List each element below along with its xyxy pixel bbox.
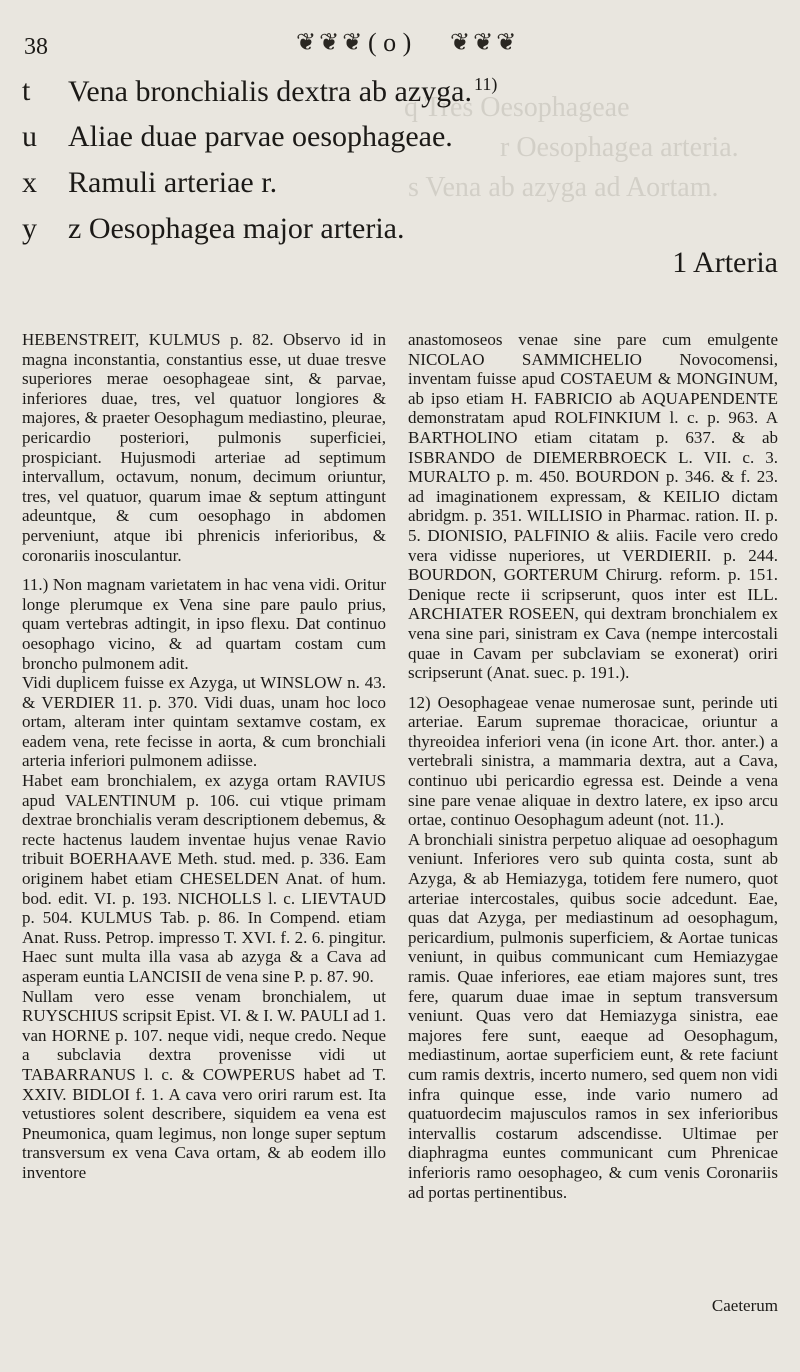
legend-text: Vena bronchialis dextra ab azyga. $^{11)}$ — [68, 74, 498, 108]
footnote-paragraph: Habet eam bronchialem, ex azyga ortam RAVIUS apud VALENTINUM p. 106. cui vtique primam dextrae bronchialis veram descriptionem debemus, & recte hactenus laudem inventae hujus venae Ravio tribuit BOERHAAVE Meth. stud. med. p. 336. Eam originem habet etiam CHESELDEN Anat. of hum. bod. edit. VI. p. 193. NICHOLLS l. c. LIEVTAUD p. 504. KULMUS Tab. p. 86. In Compend. etiam Anat. Russ. Petrop. impresso T. XVI. f. 2. 6. pingitur. Haec sunt multa illa vasa ab azyga & a Cava ad asperam euntia LANCISII de vena sine P. p. 87. 90. — [22, 771, 386, 986]
legend-text: Ramuli arteriae r. — [68, 166, 278, 199]
legend-text: Aliae duae parvae oesophageae. — [68, 120, 453, 153]
reverse-side-show-through: s Vena ab azyga ad Aortam. — [408, 172, 719, 203]
legend-text: z Oesophagea major arteria. — [68, 212, 405, 245]
catchword-bottom: Caeterum — [711, 1296, 778, 1315]
page-number: 38 — [24, 34, 48, 60]
legend-key: u — [22, 120, 37, 153]
footnote-paragraph: Nullam vero esse venam bronchialem, ut RUYSCHIUS scripsit Epist. VI. & I. W. PAULI ad 1. van HORNE p. 107. neque vidi, neque credo. Neque a subclavia dextra provenisse vidi ut TABARRANUS l. c. & COWPERUS habet ad T. XXIV. BIDLOI f. 1. A cava vero oriri rarum est. Ita vetustiores solent describere, siquidem ea vena est Pneumonica, quam legimus, non longe super septum transversum ex vena Cava ortam, & ab eodem illo inventore — [22, 986, 386, 1182]
footnote-paragraph: Vidi duplicem fuisse ex Azyga, ut WINSLOW n. 43. & VERDIER 11. p. 370. Vidi duas, unam hoc loco ortam, alteram inter quintam sextamve costam, ex eadem vena, rete fecisse in aorta, & cum bronchiali arteria inferiori pulmonem adiisse. — [22, 673, 386, 771]
footnote-paragraph: 11.) Non magnam varietatem in hac vena vidi. Oritur longe plerumque ex Vena sine pare paulo prius, quam vertebras adtingit, in ipso flexu. Dat continuo oesophago vicino, & ad quartam costam cum broncho pulmonem adit. — [22, 575, 386, 673]
footnote-paragraph: 12) Oesophageae venae numerosae sunt, perinde uti arteriae. Earum supremae thoracicae, oriuntur a thyreoidea inferiori vena (in icone Art. thor. anter.) a vertebrali sinistra, a mammaria dextra, aut a Cava, continuo ubi pericardio egressa est. Deinde a vena sine pare venae aliquae in dextro latere, ex ipso arcu ortae, continuo Oesophagum adeunt (not. 11.). — [408, 692, 778, 830]
footnote-paragraph: HEBENSTREIT, KULMUS p. 82. Observo id in magna inconstantia, constantius esse, ut duae tresve superiores merae oesophageae sint, & parvae, inferiores duae, tres, vel quatuor longiores & majores, & praeter Oesophagum mediastino, pleurae, pericardio posteriori, pulmonis superficiei, prospiciant. Hujusmodi arteriae ad septimum intervallum, octavum, nonum, decimum oriuntur, tres, vel quatuor, quarum imae & septum attingunt adeuntque, & cum oesophago in abdomen perveniunt, atque ibi phrenicis inferioribus, & coronariis inosculantur. — [22, 330, 386, 565]
reverse-side-show-through: r Oesophagea arteria. — [500, 132, 739, 163]
legend-key: x — [22, 166, 37, 199]
headpiece-ornament-right: ❦❦❦ — [450, 30, 520, 56]
footnote-paragraph: A bronchiali sinistra perpetuo aliquae ad oesophagum veniunt. Inferiores vero sub quinta costa, sunt ab Azyga, & ab Hemiazyga, totidem fere numero, quot arteriae intercostales, quibus socie adcedunt. Eae, quas dat Azyga, per mediastinum ad oesophagum, pericardium, pulmonis superficiem, & Aortae tunicas veniunt, in quibus communicant cum Hemiazygae ramis. Quae inferiores, eae etiam majores sunt, tres fere, quarum duae imae in septum transversum veniunt. Quas vero dat Hemiazyga sinistra, eae majores fere sunt, eaeque ad Oesophagum, mediastinum, aortae superficiem eunt, & rete faciunt cum ramis dextris, incerto numero, sed quem non vidi infra quinque esse, inde vario numero ad quatuordecim majusculos ramos in sex inferioribus intervallis costarum adscendisse. Ultimae per diaphragma euntes communicant cum Phrenicae inferioris ramo oesophageo, & cum venis Coronariis ad portas pertinentibus. — [408, 829, 778, 1202]
reverse-side-show-through: q Tres Oesophageae — [404, 92, 630, 123]
footnotes-right-column — [408, 330, 778, 1202]
note-reference: 11) — [474, 74, 498, 94]
legend-key: y — [22, 212, 37, 245]
catchword-top: 1 Arteria — [672, 246, 778, 279]
headpiece-ornament-left: ❦❦❦ — [296, 30, 366, 56]
footnote-paragraph: anastomoseos venae sine pare cum emulgente NICOLAO SAMMICHELIO Novocomensi, inventam fuisse apud COSTAEUM & MONGINUM, ab ipso etiam H. FABRICIO ab AQUAPENDENTE demonstratam apud ROLFINKIUM l. c. p. 963. A BARTHOLINO etiam citatam p. 637. & ab ISBRANDO de DIEMERBROECK L. VII. c. 3. MURALTO p. m. 450. BOURDON p. 346. & f. 23. ad imaginationem expressam, & KEILIO dictam abridgm. p. 351. WILLISIO in Pharmac. ration. II. p. 5. DIONISIO, PALFINIO & aliis. Facile vero credo vera vidisse nuperiores, ut VERDIERII. p. 244. BOURDON, GORTERUM Chirurg. reform. p. 151. Denique recte ii scripserunt, quos inter est ILL. ARCHIATER ROSEEN, qui dextram bronchialem ex vena sine pari, sinistram ex Cava (nempe intercostali quae in Cavam per subclaviam se exonerat) oriri scripserunt (Anat. suec. p. 191.). — [408, 330, 778, 683]
signature-mark: ( o ) — [368, 28, 412, 57]
footnotes-left-column — [22, 330, 386, 1183]
legend-key: t — [22, 74, 31, 107]
